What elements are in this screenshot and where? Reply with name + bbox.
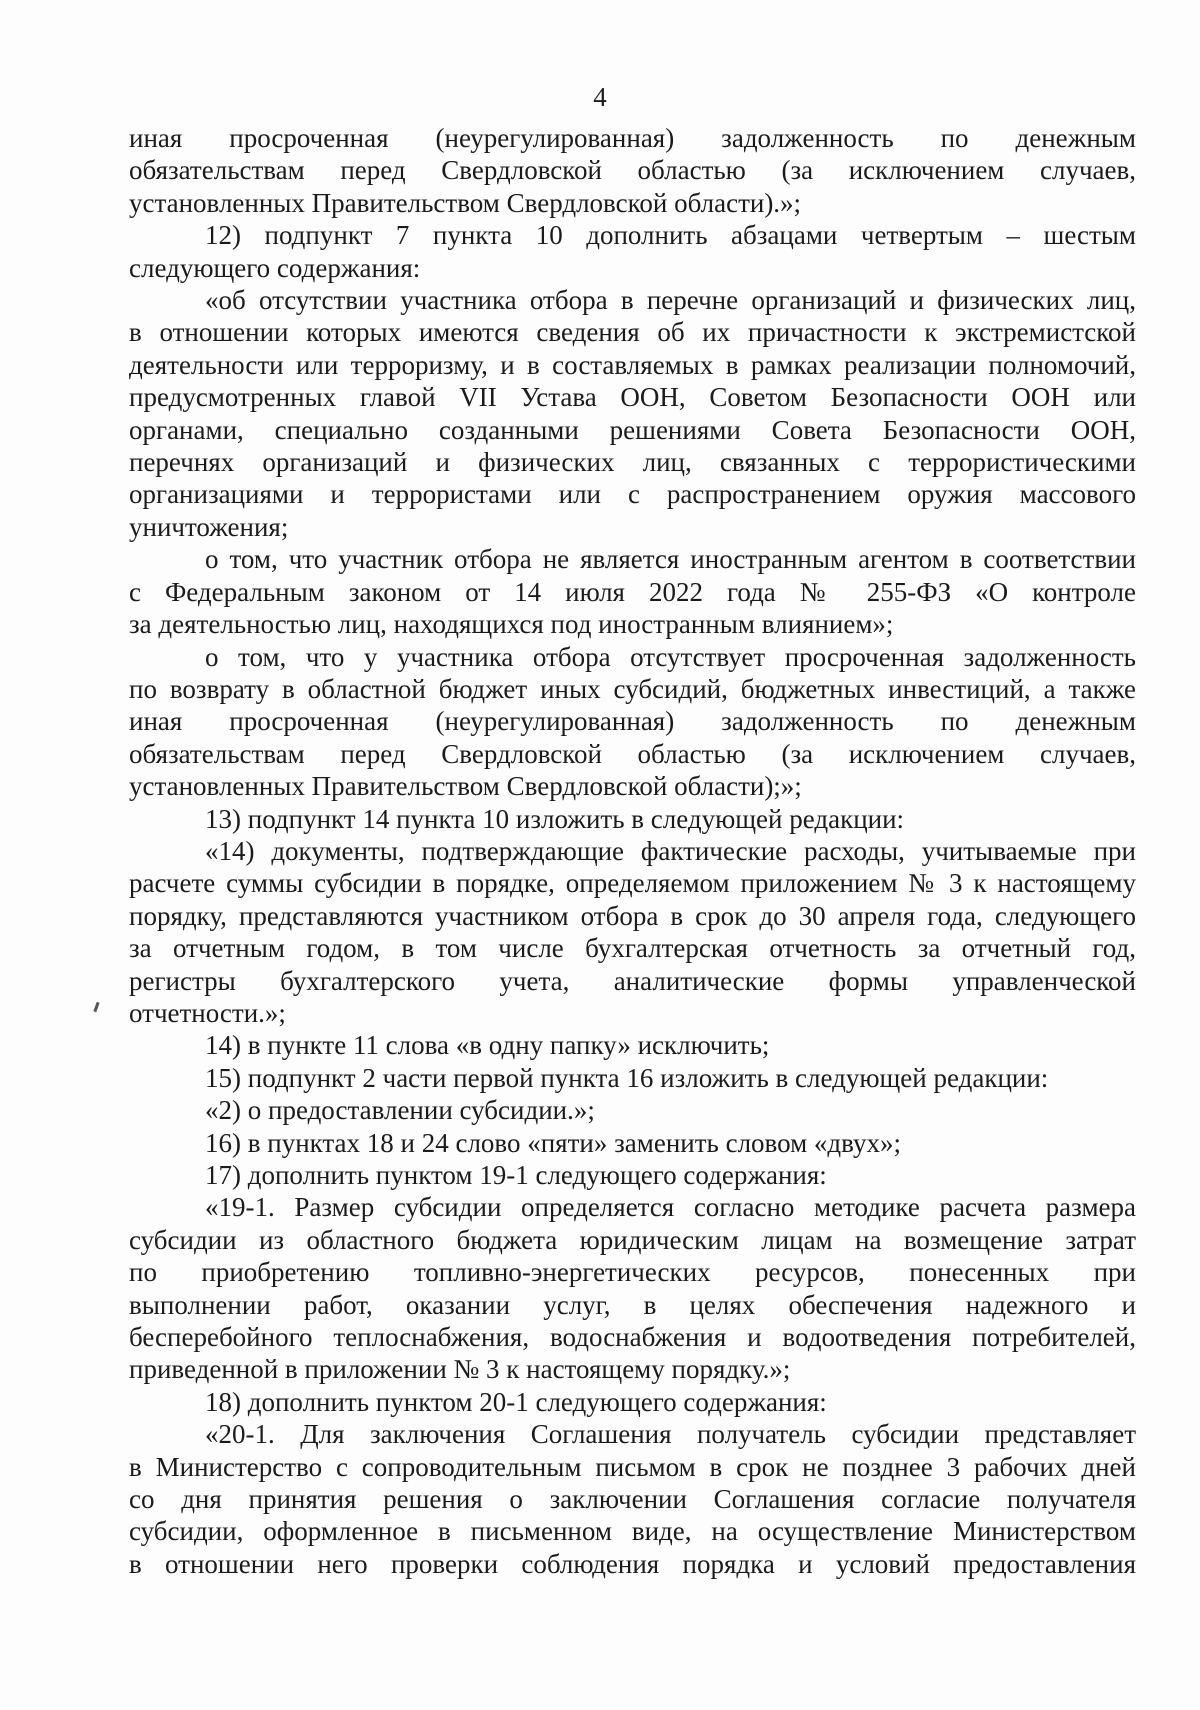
text-line: со дня принятия решения о заключении Соглашения согласие получателя — [129, 1484, 1136, 1515]
text-line: в отношении него проверки соблюдения порядка и условий предоставления — [129, 1548, 1136, 1579]
text-line: о том, что у участника отбора отсутствует просроченная задолженность — [205, 641, 1136, 672]
text-line: по возврату в областной бюджет иных субсидий, бюджетных инвестиций, а также — [129, 673, 1136, 704]
text-line: обязательствам перед Свердловской областью (за исключением случаев, — [129, 738, 1136, 769]
text-line: перечнях организаций и физических лиц, связанных с террористическими — [129, 447, 1136, 478]
text-line: 14) в пункте 11 слова «в одну папку» исключить; — [205, 1030, 770, 1061]
text-line: уничтожения; — [129, 511, 289, 542]
text-line: о том, что участник отбора не является иностранным агентом в соответствии — [205, 544, 1136, 575]
text-line: 13) подпункт 14 пункта 10 изложить в следующей редакции: — [205, 803, 905, 834]
text-line: 16) в пунктах 18 и 24 слово «пяти» заменить словом «двух»; — [205, 1127, 901, 1158]
text-line: субсидии из областного бюджета юридическим лицам на возмещение затрат — [129, 1224, 1136, 1255]
text-line: субсидии, оформленное в письменном виде, на осуществление Министерством — [129, 1516, 1136, 1547]
text-line: за отчетным годом, в том числе бухгалтерская отчетность за отчетный год, — [129, 933, 1136, 964]
scan-mark — [93, 1002, 99, 1012]
text-line: приведенной в приложении № 3 к настоящему порядку.»; — [129, 1354, 791, 1385]
text-line: следующего содержания: — [129, 252, 421, 283]
text-line: отчетности.»; — [129, 997, 286, 1028]
text-line: расчете суммы субсидии в порядке, определяемом приложением № 3 к настоящему — [129, 868, 1136, 899]
text-line: иная просроченная (неурегулированная) задолженность по денежным — [129, 123, 1136, 153]
text-line: установленных Правительством Свердловской области);»; — [129, 771, 802, 802]
text-line: деятельности или терроризму, и в составляемых в рамках реализации полномочий, — [129, 349, 1136, 380]
page-number: 4 — [593, 82, 607, 112]
text-line: порядку, представляются участником отбора в срок до 30 апреля года, следующего — [129, 900, 1136, 931]
text-line: «14) документы, подтверждающие фактические расходы, учитываемые при — [205, 835, 1136, 866]
text-line: «об отсутствии участника отбора в перечне организаций и физических лиц, — [205, 285, 1136, 316]
text-line: иная просроченная (неурегулированная) задолженность по денежным — [129, 706, 1136, 737]
text-line: бесперебойного теплоснабжения, водоснабжения и водоотведения потребителей, — [129, 1322, 1136, 1353]
text-line: предусмотренных главой VII Устава ООН, Советом Безопасности ООН или — [129, 382, 1136, 413]
text-line: «2) о предоставлении субсидии.»; — [205, 1095, 595, 1126]
text-line: «19-1. Размер субсидии определяется согласно методике расчета размера — [205, 1192, 1136, 1223]
document-body — [129, 122, 1136, 1580]
text-line: 18) дополнить пунктом 20-1 следующего содержания: — [205, 1386, 827, 1417]
text-line: выполнении работ, оказании услуг, в целях обеспечения надежного и — [129, 1289, 1136, 1320]
text-line: в Министерство с сопроводительным письмом в срок не позднее 3 рабочих дней — [129, 1451, 1136, 1482]
text-line: организациями и террористами или с распространением оружия массового — [129, 479, 1136, 510]
text-line: по приобретению топливно-энергетических ресурсов, понесенных при — [129, 1257, 1136, 1288]
text-line: 12) подпункт 7 пункта 10 дополнить абзацами четвертым – шестым — [205, 220, 1136, 251]
text-line: обязательствам перед Свердловской областью (за исключением случаев, — [129, 155, 1136, 186]
text-line: органами, специально созданными решениями Совета Безопасности ООН, — [129, 414, 1136, 445]
text-line: за деятельностью лиц, находящихся под иностранным влиянием»; — [129, 609, 894, 640]
text-line: 15) подпункт 2 части первой пункта 16 изложить в следующей редакции: — [205, 1062, 1049, 1093]
text-line: установленных Правительством Свердловской области).»; — [129, 187, 802, 218]
text-line: 17) дополнить пунктом 19-1 следующего содержания: — [205, 1160, 827, 1190]
text-line: «20-1. Для заключения Соглашения получатель субсидии представляет — [205, 1419, 1136, 1450]
text-line: в отношении которых имеются сведения об их причастности к экстремистской — [129, 317, 1136, 348]
text-line: с Федеральным законом от 14 июля 2022 года № 255-ФЗ «О контроле — [129, 576, 1136, 607]
text-line: регистры бухгалтерского учета, аналитические формы управленческой — [129, 965, 1136, 996]
